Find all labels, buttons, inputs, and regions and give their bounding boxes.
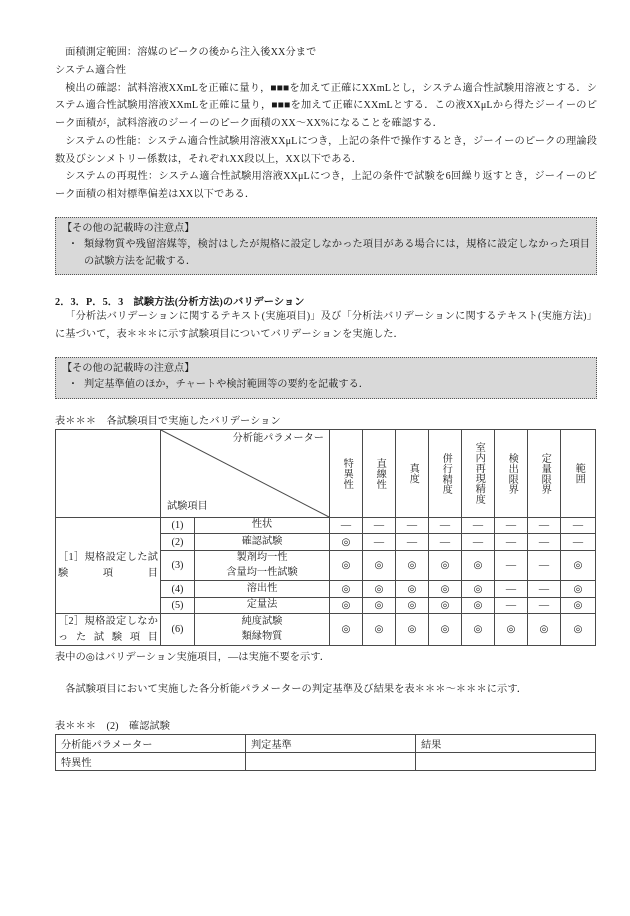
- test-item-line: 類縁物質: [241, 630, 283, 642]
- main-table-caption: 表＊＊＊ 各試験項目で実施したバリデーション: [55, 415, 281, 427]
- row-number-cell: (6): [161, 614, 195, 646]
- test-item-line: 確認試験: [241, 535, 283, 547]
- validation-matrix-thead: [56, 429, 596, 517]
- validation-mark-cell: —: [429, 517, 462, 534]
- validation-mark-cell: ◎: [462, 550, 495, 581]
- test-item-cell: [195, 597, 330, 614]
- validation-mark-cell: ◎: [363, 614, 396, 646]
- validation-mark-cell: —: [528, 581, 561, 598]
- validation-mark-cell: —: [462, 517, 495, 534]
- result-table-header-cell: 結果: [416, 734, 596, 752]
- section-heading-validation: 2．3．P．5．3 試験方法(分析方法)のバリデーション: [55, 297, 305, 309]
- test-item-cell: [195, 517, 330, 534]
- validation-mark-cell: ◎: [429, 581, 462, 598]
- validation-mark-cell: —: [561, 534, 596, 551]
- validation-mark-cell: —: [462, 534, 495, 551]
- validation-mark-cell: —: [495, 517, 528, 534]
- validation-mark-cell: ◎: [396, 614, 429, 646]
- validation-mark-cell: ◎: [561, 597, 596, 614]
- row-number-cell: (1): [161, 517, 195, 534]
- test-item-line: 純度試験: [241, 615, 283, 627]
- bullet-marker-icon: ・: [67, 239, 79, 251]
- top-text-block: [55, 44, 597, 204]
- header-empty-corner: [56, 429, 161, 517]
- validation-mark-cell: —: [528, 550, 561, 581]
- group-label-cell: [56, 517, 161, 614]
- note-box-1-bullet: [62, 237, 590, 270]
- validation-matrix-table: [55, 429, 596, 646]
- result-table-caption: 表＊＊＊ (2) 確認試験: [55, 720, 171, 732]
- test-item-line: 定量法: [246, 599, 278, 611]
- header-diagonal-cell: [161, 429, 330, 517]
- paragraph-validation-basis: 「分析法バリデーションに関するテキスト(実施項目)」及び「分析法バリデーションに関するテキスト(実施方法)」に基づいて，表＊＊＊に示す試験項目についてバリデーションを実施した．: [55, 311, 597, 341]
- column-header-intermediate-precision: 室内再現精度: [462, 429, 495, 517]
- validation-mark-cell: —: [495, 581, 528, 598]
- validation-mark-cell: —: [363, 517, 396, 534]
- validation-mark-cell: ◎: [429, 550, 462, 581]
- table-header-row: [56, 734, 596, 752]
- validation-mark-cell: ◎: [330, 614, 363, 646]
- validation-mark-cell: —: [528, 534, 561, 551]
- validation-mark-cell: ◎: [429, 597, 462, 614]
- test-item-cell: [195, 581, 330, 598]
- test-item-cell: [195, 614, 330, 646]
- validation-mark-cell: ◎: [561, 581, 596, 598]
- paragraph-system-repeatability: システムの再現性：システム適合性試験用溶液XXμLにつき，上記の条件で試験を6回繰り返すとき，ジーイーのピーク面積の相対標準偏差はXX以下である．: [55, 171, 597, 200]
- note-box-2-bullet: [62, 377, 590, 394]
- validation-mark-cell: ◎: [363, 550, 396, 581]
- column-header-repeatability: 併行精度: [429, 429, 462, 517]
- validation-mark-cell: —: [330, 517, 363, 534]
- test-item-line: 製剤均一性: [236, 551, 288, 563]
- result-table-cell: [416, 752, 596, 770]
- test-item-line: 性状: [251, 519, 273, 531]
- validation-mark-cell: —: [528, 517, 561, 534]
- validation-mark-cell: ◎: [429, 614, 462, 646]
- validation-mark-cell: ◎: [396, 597, 429, 614]
- header-testitem-label: 試験項目: [167, 500, 208, 512]
- row-number-cell: (3): [161, 550, 195, 581]
- note-box-2-title: 【その他の記載時の注意点】: [62, 362, 195, 374]
- validation-mark-cell: ◎: [396, 550, 429, 581]
- table-row: [56, 752, 596, 770]
- test-item-line: 溶出性: [246, 582, 278, 594]
- column-header-range: 範囲: [561, 429, 596, 517]
- result-table-cell: [246, 752, 416, 770]
- column-header-linearity: 直線性: [363, 429, 396, 517]
- row-number-cell: (2): [161, 534, 195, 551]
- group-label-text: ［2］規格設定しなかった試験項目: [58, 616, 158, 643]
- validation-mark-cell: ◎: [462, 597, 495, 614]
- validation-mark-cell: ◎: [528, 614, 561, 646]
- validation-matrix-tbody: [56, 517, 596, 645]
- test-item-line: 含量均一性試験: [226, 566, 298, 578]
- paragraph-area-range: 面積測定範囲：溶媒のピークの後から注入後XX分まで: [65, 47, 317, 58]
- result-table-header-cell: 判定基準: [246, 734, 416, 752]
- note-box-other-remarks-1: [55, 217, 597, 276]
- result-table-cell: 特異性: [56, 752, 246, 770]
- validation-mark-cell: —: [528, 597, 561, 614]
- group-label-cell: [56, 614, 161, 646]
- paragraph-system-performance: システムの性能：システム適合性試験用溶液XXμLにつき，上記の条件で操作するとき，ジーイーのピークの理論段数及びシンメトリー係数は，それぞれXX段以上，XX以下である．: [55, 135, 597, 165]
- result-table-body: [56, 734, 596, 770]
- result-table-header-cell: 分析能パラメーター: [56, 734, 246, 752]
- row-number-cell: (5): [161, 597, 195, 614]
- column-header-specificity: 特異性: [330, 429, 363, 517]
- validation-mark-cell: ◎: [462, 614, 495, 646]
- column-header-quantitation-limit: 定量限界: [528, 429, 561, 517]
- column-header-detection-limit: 検出限界: [495, 429, 528, 517]
- header-parameter-label: 分析能パラメーター: [232, 432, 324, 444]
- validation-mark-cell: ◎: [462, 581, 495, 598]
- validation-mark-cell: ◎: [396, 581, 429, 598]
- validation-mark-cell: ◎: [495, 614, 528, 646]
- test-item-cell: [195, 550, 330, 581]
- note-box-1-title: 【その他の記載時の注意点】: [62, 222, 195, 234]
- validation-mark-cell: —: [561, 517, 596, 534]
- validation-mark-cell: ◎: [363, 597, 396, 614]
- paragraph-system-suitability-heading: システム適合性: [55, 64, 127, 76]
- validation-mark-cell: —: [363, 534, 396, 551]
- confirmation-test-result-table: [55, 734, 596, 771]
- validation-mark-cell: ◎: [330, 597, 363, 614]
- validation-mark-cell: ◎: [330, 581, 363, 598]
- group-label-text: ［1］規格設定した試験項目: [58, 552, 158, 579]
- bullet-marker-icon: ・: [67, 379, 79, 391]
- table-row: [56, 517, 596, 534]
- table-row: [56, 614, 596, 646]
- validation-mark-cell: ◎: [330, 550, 363, 581]
- validation-mark-cell: —: [495, 534, 528, 551]
- note-box-other-remarks-2: [55, 357, 597, 399]
- validation-mark-cell: —: [396, 534, 429, 551]
- paragraph-criteria-results: 各試験項目において実施した各分析能パラメーターの判定基準及び結果を表＊＊＊〜＊＊＊に示す．: [65, 683, 528, 695]
- validation-mark-cell: —: [396, 517, 429, 534]
- validation-mark-cell: —: [495, 597, 528, 614]
- column-header-accuracy: 真度: [396, 429, 429, 517]
- test-item-cell: [195, 534, 330, 551]
- main-table-footnote: 表中の◎はバリデーション実施項目，—は実施不要を示す．: [55, 651, 331, 663]
- validation-mark-cell: ◎: [561, 550, 596, 581]
- note-box-2-bullet-text: 判定基準値のほか，チャートや検討範囲等の要約を記載する．: [84, 379, 369, 391]
- validation-mark-cell: ◎: [330, 534, 363, 551]
- validation-mark-cell: —: [495, 550, 528, 581]
- row-number-cell: (4): [161, 581, 195, 598]
- paragraph-detection-confirmation: 検出の確認：試料溶液XXmLを正確に量り，■■■を加えて正確にXXmLとし，システム適合性試験用溶液とする．システム適合性試験用溶液XXmLを正確に量り，■■■を加えて正確にXXmLとする．この液XXμLから得たジーイーのピーク面積が，試料溶液のジーイーのピーク面積のXX〜XX%になることを確認する．: [55, 82, 597, 129]
- validation-mark-cell: ◎: [561, 614, 596, 646]
- note-box-1-bullet-text: 類縁物質や残留溶媒等，検討はしたが規格に設定しなかった項目がある場合には，規格に設定しなかった項目の試験方法を記載する．: [84, 239, 590, 267]
- validation-matrix-header-row: [56, 429, 596, 517]
- validation-mark-cell: ◎: [363, 581, 396, 598]
- validation-mark-cell: —: [429, 534, 462, 551]
